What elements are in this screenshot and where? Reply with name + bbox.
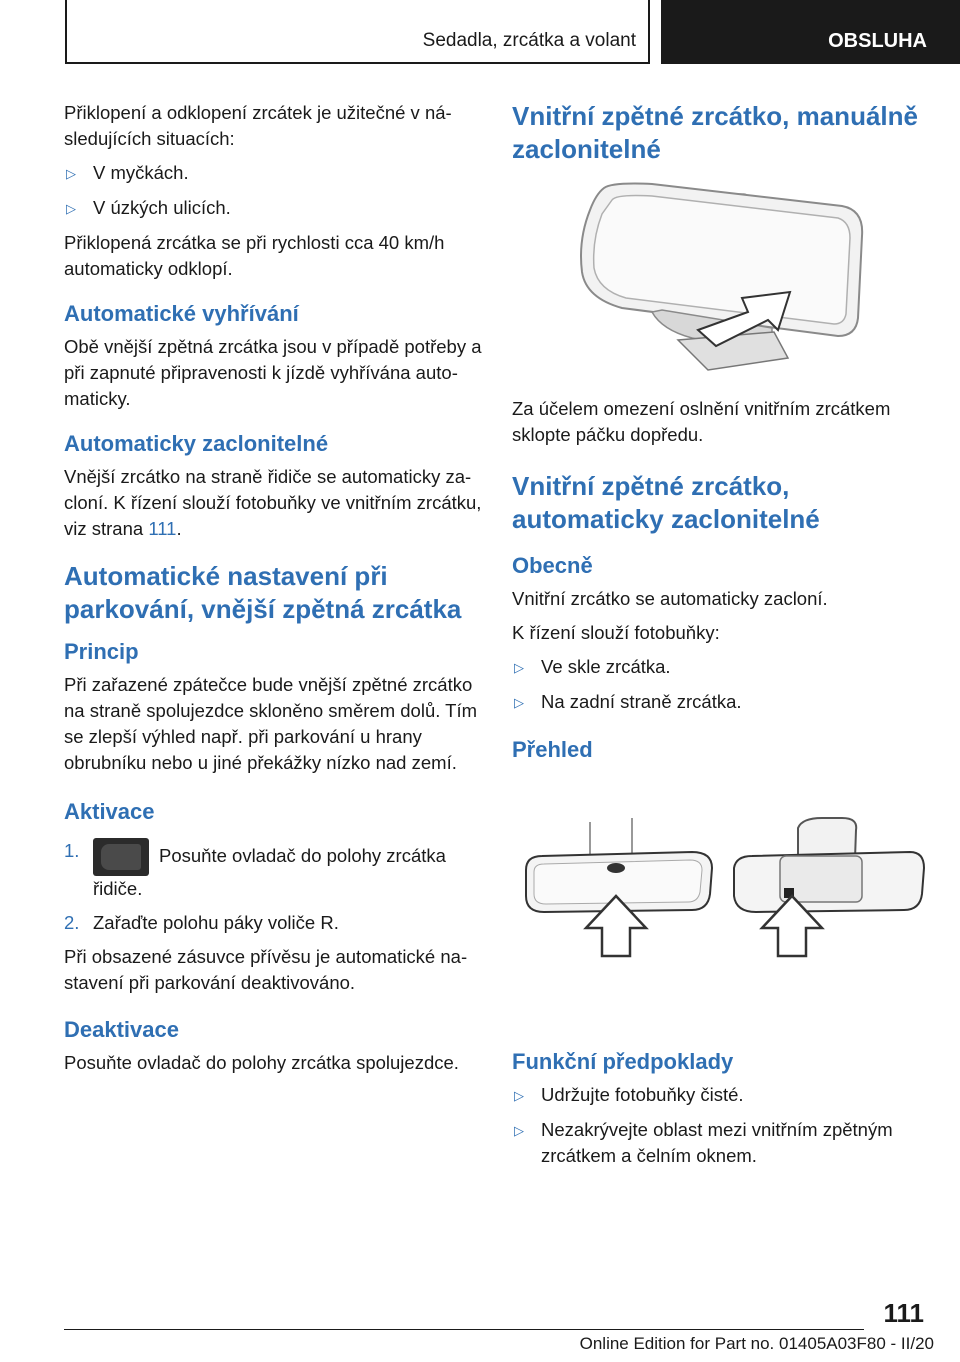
- left-column: [64, 100, 482, 1084]
- step-number: 1.: [64, 840, 80, 861]
- list-item-text: V myčkách.: [93, 162, 189, 183]
- list-item-text: Na zadní straně zrcátka.: [541, 691, 742, 712]
- manual-mirror-paragraph: Za účelem omezení oslnění vnitřním zrcátkem sklopte páčku dopředu.: [512, 398, 891, 445]
- list-item-text: Ve skle zrcátka.: [541, 656, 671, 677]
- mirror-selector-icon: [93, 838, 149, 876]
- deactivation-paragraph: Posuňte ovladač do polohy zrcátka spolujezdce.: [64, 1052, 459, 1073]
- activation-heading: Aktivace: [64, 799, 155, 824]
- list-item-text: Udržujte fotobuňky čisté.: [541, 1084, 744, 1105]
- prerequisites-heading: Funkční předpoklady: [512, 1049, 734, 1074]
- header-chapter-tab: [661, 0, 960, 64]
- list-item: [512, 654, 930, 681]
- step-item: [64, 838, 482, 902]
- principle-heading: Princip: [64, 639, 139, 664]
- header-chapter-title: OBSLUHA: [828, 30, 927, 52]
- bullet-triangle-icon: ▷: [514, 1123, 524, 1138]
- overview-heading: Přehled: [512, 737, 593, 762]
- dimming-text-end: .: [176, 518, 182, 539]
- general-paragraph-2: K řízení slouží fotobuňky:: [512, 622, 720, 643]
- deactivation-heading: Deaktivace: [64, 1017, 179, 1042]
- intro-paragraph: Přiklopení a odklopení zrcátek je užitečné v následujících situacích:: [64, 102, 452, 149]
- general-heading: Obecně: [512, 553, 593, 578]
- footer-edition: Online Edition for Part no. 01405A03F80 - II/20: [579, 1334, 934, 1353]
- photocell-overview-illustration: [512, 778, 930, 988]
- right-column: [512, 100, 930, 1177]
- dimming-text: Vnější zrcátko na straně řidiče se automaticky zacloní. K řízení slouží fotobuňky ve vnitřním zrcátku, viz strana: [64, 466, 482, 539]
- list-item: [512, 1082, 930, 1109]
- manual-mirror-illustration: [512, 180, 930, 380]
- page-number: 111: [883, 1298, 924, 1328]
- bullet-triangle-icon: ▷: [514, 695, 524, 710]
- bullet-triangle-icon: ▷: [66, 201, 76, 216]
- footer-divider: [64, 1329, 864, 1330]
- dimming-heading: Automaticky zaclonitelné: [64, 431, 329, 456]
- step-item: [64, 910, 482, 936]
- step-text: Posuňte ovladač do polohy zrcátka řidiče.: [93, 844, 446, 899]
- step-content: [93, 838, 482, 902]
- heating-heading: Automatické vyhřívání: [64, 301, 299, 326]
- general-paragraph-1: Vnitřní zrcátko se automaticky zacloní.: [512, 588, 828, 609]
- list-item-text: V úzkých ulicích.: [93, 197, 231, 218]
- bullet-triangle-icon: ▷: [514, 660, 524, 675]
- bullet-triangle-icon: ▷: [514, 1088, 524, 1103]
- page-reference-link[interactable]: 111: [148, 518, 177, 539]
- parking-heading: Automatické nastavení při parkování, vnější zpětná zrcátka: [64, 561, 462, 624]
- dimming-paragraph: [64, 464, 482, 542]
- list-item: [512, 1117, 930, 1169]
- auto-mirror-heading: Vnitřní zpětné zrcátko, automaticky zaclonitelné: [512, 471, 820, 534]
- list-item: [64, 160, 482, 187]
- step-number: 2.: [64, 912, 80, 933]
- list-item-text: Nezakrývejte oblast mezi vnitřním zpětným zrcátkem a čelním oknem.: [541, 1119, 893, 1166]
- heating-paragraph: Obě vnější zpětná zrcátka jsou v případě potřeby a při zapnuté připravenosti k jízdě vyhřívána automaticky.: [64, 336, 482, 409]
- bullet-triangle-icon: ▷: [66, 166, 76, 181]
- header-section-box: [65, 0, 650, 64]
- step-text: Zařaďte polohu páky voliče R.: [93, 912, 339, 933]
- activation-note: Při obsazené zásuvce přívěsu je automatické nastavení při parkování deaktivováno.: [64, 946, 468, 993]
- list-item: [64, 195, 482, 222]
- principle-paragraph: Při zařazené zpátečce bude vnější zpětné zrcátko na straně spolujezdce skloněno směrem dolů. Tím se zlepší výhled např. při parkování u hrany obrubníku nebo u jiné překážky nízko nad zemí.: [64, 674, 478, 773]
- header-section-title: Sedadla, zrcátka a volant: [422, 30, 636, 51]
- fold-back-paragraph: Přiklopená zrcátka se při rychlosti cca 40 km/h automaticky odklopí.: [64, 232, 445, 279]
- list-item: [512, 689, 930, 716]
- manual-mirror-heading: Vnitřní zpětné zrcátko, manuálně zaclonitelné: [512, 101, 918, 164]
